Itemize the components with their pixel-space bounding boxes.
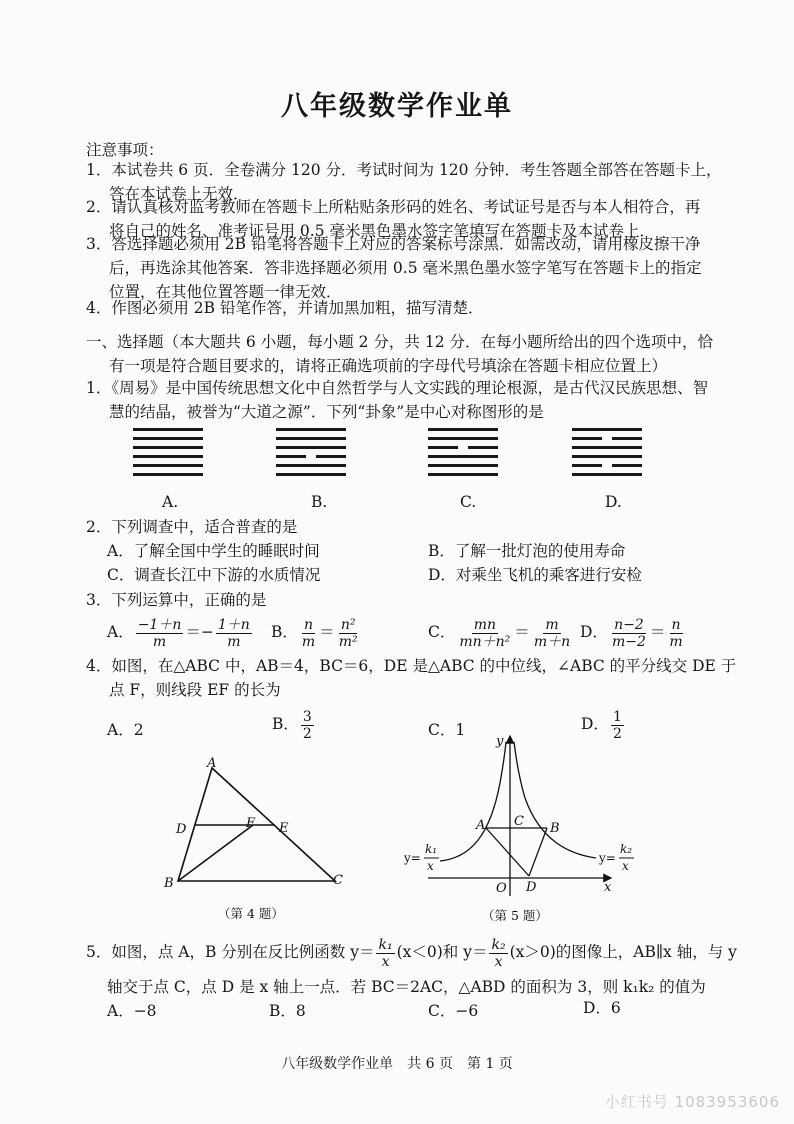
q4-caption: （第 4 题） bbox=[218, 906, 284, 921]
q4-label-c: C bbox=[333, 873, 343, 888]
q2-option-c: C．调查长江中下游的水质情况 bbox=[107, 566, 321, 584]
q4-label-d: D bbox=[176, 822, 187, 837]
page-title: 八年级数学作业单 bbox=[281, 91, 513, 122]
question-5-line-1: 5．如图，点 A，B 分别在反比例函数 y＝ $\frac{\text{k₁}}{x}$ (x＜0)和 y＝ $\frac{\text{k₂}}{x}$ (x＞0)的图像上，AB∥x 轴，与 y bbox=[86, 936, 737, 970]
q5-option-b: B．8 bbox=[269, 1002, 306, 1020]
q4-label-f: F bbox=[246, 816, 256, 831]
q5-option-c: C．−6 bbox=[428, 1002, 479, 1020]
notice-item-1: 1．本试卷共 6 页．全卷满分 120 分．考试时间为 120 分钟．考生答题全部答在答题卡上， 答在本试卷上无效． bbox=[86, 161, 722, 203]
q3-option-a: A． $\frac{-1+n}{m}$ ＝− $\frac{1+n}{m}$ bbox=[107, 616, 250, 650]
hexagram-a bbox=[133, 428, 203, 484]
q5-right-den: x bbox=[622, 859, 629, 873]
q2-option-b: B．了解一批灯泡的使用寿命 bbox=[428, 542, 626, 560]
figure-q5-graph bbox=[398, 728, 648, 938]
hexagram-b bbox=[276, 428, 346, 484]
q5-label-c: C bbox=[514, 814, 524, 829]
q4-option-a: A．2 bbox=[107, 721, 144, 739]
q4-option-d: D． $\frac{1}{2}$ bbox=[581, 708, 622, 742]
q4-label-b: B bbox=[164, 876, 174, 891]
q5-left-den: x bbox=[427, 859, 434, 873]
q5-right-num: k₂ bbox=[620, 842, 633, 856]
q3-option-b: B． $\frac{n}{m}$ ＝ $\frac{\text{n²}}{\text{m²}}$ bbox=[271, 616, 358, 650]
q5-label-y: y bbox=[496, 734, 504, 749]
question-2: 2．下列调查中，适合普查的是 bbox=[86, 518, 298, 536]
hexagram-d bbox=[572, 428, 642, 484]
q2-option-a: A．了解全国中学生的睡眠时间 bbox=[107, 542, 320, 560]
notice-item-2: 2．请认真核对监考教师在答题卡上所粘贴条形码的姓名、考试证号是否与本人相符合，再 将自己的姓名、准考证号用 0.5 毫米黑色墨水签字笔填写在答题卡及本试卷上． bbox=[86, 198, 701, 240]
q4-option-b: B． $\frac{3}{2}$ bbox=[272, 708, 312, 742]
figure-q4-triangle bbox=[160, 756, 360, 936]
q5-option-d: D．6 bbox=[583, 999, 621, 1017]
question-1: 1．《周易》是中国传统思想文化中自然哲学与人文实践的理论根源，是古代汉民族思想、智 慧的结晶，被誉为“大道之源”．下列“卦象”是中心对称图形的是 bbox=[86, 379, 709, 421]
q5-label-a: A bbox=[476, 818, 486, 833]
q5-caption: （第 5 题） bbox=[482, 908, 548, 923]
section-1-heading: 一、选择题（本大题共 6 小题，每小题 2 分，共 12 分．在每小题所给出的四个选项中，恰 有一项是符合题目要求的，请将正确选项前的字母代号填涂在答题卡相应位置上） bbox=[86, 333, 714, 375]
q4-option-c: C．1 bbox=[428, 721, 466, 739]
hexagram-c bbox=[428, 428, 498, 484]
q4-label-e: E bbox=[279, 821, 289, 836]
watermark: 小红书号 1083953606 bbox=[604, 1093, 780, 1111]
q1-option-c: C. bbox=[460, 493, 477, 511]
notice-heading: 注意事项： bbox=[86, 141, 164, 159]
q5-right-fn: y= bbox=[599, 851, 616, 865]
q5-option-a: A．−8 bbox=[107, 1002, 157, 1020]
q2-option-d: D．对乘坐飞机的乘客进行安检 bbox=[428, 566, 642, 584]
q5-label-d: D bbox=[526, 880, 537, 895]
notice-item-4: 4．作图必须用 2B 铅笔作答，并请加黑加粗，描写清楚． bbox=[86, 299, 484, 317]
q5-label-o: O bbox=[496, 881, 507, 896]
question-3: 3．下列运算中，正确的是 bbox=[86, 591, 267, 609]
q3-option-c: C． $\frac{mn}{\text{mn＋n²}}$ ＝ $\frac{m}{m+n}$ bbox=[428, 616, 571, 650]
q1-option-a: A. bbox=[162, 493, 179, 511]
q3-option-d: D． $\frac{n-2}{m-2}$ ＝ $\frac{n}{m}$ bbox=[580, 616, 683, 650]
q5-label-b: B bbox=[550, 821, 560, 836]
question-4: 4．如图，在△ABC 中，AB＝4，BC＝6，DE 是△ABC 的中位线，∠ABC 的平分线交 DE 于 点 F，则线段 EF 的长为 bbox=[86, 657, 737, 699]
notice-item-3: 3．答选择题必须用 2B 铅笔将答题卡上对应的答案标号涂黑．如需改动，请用橡皮擦干净 后，再选涂其他答案．答非选择题必须用 0.5 毫米黑色墨水签字笔写在答题卡上的指定 位置，在其他位置答题一律无效． bbox=[86, 235, 702, 301]
q5-left-fn: y= bbox=[404, 851, 421, 865]
q1-option-d: D. bbox=[605, 493, 622, 511]
q4-label-a: A bbox=[207, 756, 217, 771]
q5-label-x: x bbox=[604, 880, 612, 895]
q5-left-num: k₁ bbox=[425, 842, 438, 856]
question-5-line-2: 轴交于点 C，点 D 是 x 轴上一点．若 BC＝2AC，△ABD 的面积为 3，则 k₁k₂ 的值为 bbox=[107, 978, 706, 996]
page-footer: 八年级数学作业单 共 6 页 第 1 页 bbox=[281, 1056, 513, 1072]
q1-option-b: B. bbox=[311, 493, 328, 511]
